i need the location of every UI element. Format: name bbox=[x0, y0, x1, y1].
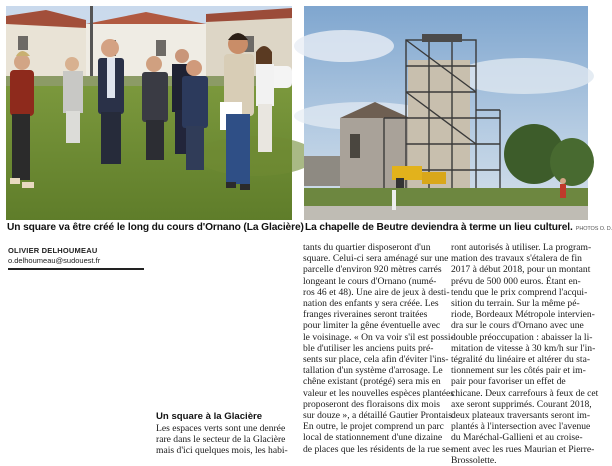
article-line: En outre, le projet comprend un parc bbox=[303, 421, 444, 433]
article-line: square. Celui-ci sera aménagé sur une bbox=[303, 253, 449, 265]
article-line: mation des travaux s'étalera de fin bbox=[451, 253, 582, 265]
photo-credit: PHOTOS O. D. bbox=[575, 226, 612, 232]
byline-email[interactable]: o.delhoumeau@sudouest.fr bbox=[8, 256, 101, 265]
article-line: franges riveraines seront traitées bbox=[303, 309, 428, 321]
article-line: tégralité du linéaire et altérer du sta- bbox=[451, 354, 591, 366]
byline bbox=[8, 246, 100, 266]
photo-caption-right-text: La chapelle de Beutre deviendra à terme un lieu culturel. bbox=[305, 222, 573, 233]
article-line: tendu que le prix comprend l'acqui- bbox=[451, 286, 588, 298]
article-line: sition du terrain. Sur la même pé- bbox=[451, 298, 580, 310]
article-line: riode, Bordeaux Métropole intervien- bbox=[451, 309, 595, 321]
article-line: mais d'ici quelques mois, les habi- bbox=[156, 444, 288, 456]
article-line: de places que les résidents de la rue se- bbox=[303, 443, 454, 455]
article-line: dra sur le cours d'Ornano avec une bbox=[451, 320, 584, 332]
byline-divider bbox=[8, 268, 144, 270]
article-line: pour limiter la gêne éventuelle avec bbox=[303, 320, 441, 332]
article-line: chêne existant (protégé) sera mis en bbox=[303, 376, 441, 388]
article-line: Brossolette. bbox=[451, 454, 497, 466]
article-line: du Maréchal-Gallieni et au croise- bbox=[451, 432, 583, 444]
article-column-2 bbox=[303, 242, 455, 455]
photo-group-visit-image bbox=[6, 6, 292, 220]
article-line: Les espaces verts sont une denrée bbox=[156, 422, 286, 434]
article-subhead: Un square à la Glacière bbox=[156, 411, 263, 422]
article-line: parcelle d'environ 920 mètres carrés bbox=[303, 264, 442, 276]
photo-caption-left: Un square va être créé le long du cours d'Ornano (La Glacière) bbox=[7, 222, 304, 233]
article-line: sur douze », a détaillé Gautier Prontais. bbox=[303, 410, 455, 422]
article-line: nation des enfants y sera créée. Les bbox=[303, 298, 439, 310]
article-line: axe seront supprimés. Courant 2018, bbox=[451, 398, 592, 410]
photo-group-visit bbox=[6, 6, 292, 220]
photo-chapel-beutre-image bbox=[304, 6, 588, 220]
photo-chapel-beutre bbox=[304, 6, 588, 220]
article-line: tionnement sur les côtés pair et im- bbox=[451, 365, 586, 377]
article-line: ble d'utiliser les anciens puits pré- bbox=[303, 342, 434, 354]
article-line: local de stationnement d'une dizaine bbox=[303, 432, 443, 444]
article-line: deux plateaux traversants seront im- bbox=[451, 410, 591, 422]
article-line: rare dans le secteur de la Glacière bbox=[156, 433, 286, 445]
article-line: mitation de vitesse à 30 km/h sur l'in- bbox=[451, 342, 596, 354]
article-column-3 bbox=[451, 242, 599, 466]
article-line: 2017 à début 2018, pour un montant bbox=[451, 264, 591, 276]
article-line: double préoccupation : abaisser la li- bbox=[451, 331, 593, 343]
article-line: le voisinage. « On va voir s'il est possi- bbox=[303, 331, 454, 343]
article-line: ros 46 et 48). Une aire de jeux à desti- bbox=[303, 286, 450, 298]
article-line: chicane. Deux carrefours à feux de cet bbox=[451, 387, 599, 399]
article-line: tants du quartier disposeront d'un bbox=[303, 242, 431, 253]
article-column-1 bbox=[156, 411, 298, 456]
photo-caption-right bbox=[305, 222, 612, 233]
article-line: ront autorisés à utiliser. La program- bbox=[451, 242, 592, 253]
article-line: ment avec les rues Maurian et Pierre- bbox=[451, 443, 595, 455]
article-line: plantés à l'intersection avec l'avenue bbox=[451, 421, 591, 433]
article-line: sents sur place, cela afin d'éviter l'ins- bbox=[303, 354, 449, 366]
article-line: longeant le cours d'Ornano (numé- bbox=[303, 275, 437, 287]
article-line: tallation d'un système d'arrosage. Le bbox=[303, 365, 443, 377]
article-line: valeur et les nouvelles espèces plantées bbox=[303, 387, 455, 399]
article-line: proposeront des floraisons dix mois bbox=[303, 398, 440, 410]
byline-author: OLIVIER DELHOUMEAU bbox=[8, 246, 98, 255]
article-line: prévu de 500 000 euros. Étant en- bbox=[451, 275, 581, 287]
article-line: pair pour favoriser un effet de bbox=[451, 376, 566, 388]
